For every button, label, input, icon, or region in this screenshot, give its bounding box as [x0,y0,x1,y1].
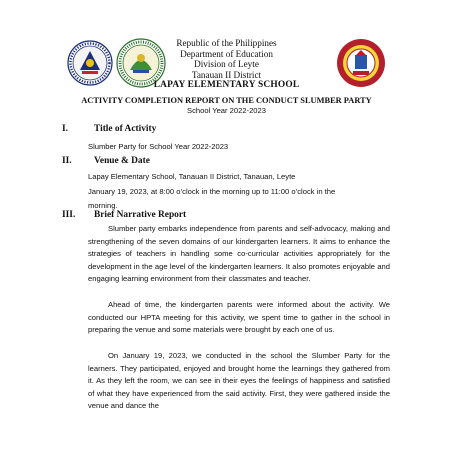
section-number: III. [62,210,76,220]
report-subtitle: School Year 2022-2023 [187,106,266,115]
narrative-paragraph: Slumber party embarks independence from parents and self-advocacy, making and strengthening of the seven domains of our kindergarten learners. It aims to enhance the strategies of teachers in handling some co-curricular activities appropriately for the development in the age level of the kindergarten learners. It also promotes enjoyable and engaging learning environment from their classmates and teacher. [88,224,390,284]
header-division: Division of Leyte [194,59,259,69]
section-label: Title of Activity [94,124,157,134]
header-department: Department of Education [180,48,273,59]
date-text-line1: January 19, 2023, at 8:00 o’clock in the morning up to 11:00 o’clock in the [88,187,336,196]
section-number: II. [62,156,72,166]
letterhead [0,38,453,91]
date-text-line2: morning. [88,201,118,210]
report-title: ACTIVITY COMPLETION REPORT ON THE CONDUCT SLUMBER PARTY [81,96,372,105]
header-district: Tanauan II District [191,69,262,80]
narrative-paragraph: On January 19, 2023, we conducted in the school the Slumber Party for the learners. They participated, enjoyed and brought home the learnings they gathered from it. As they left the room, we can see in their eyes the feelings of happiness and satisfied of what they have experienced from the said activity. First, they were gathered inside the venue and dance the [88,351,390,411]
section-number: I. [62,124,68,134]
venue-text: Lapay Elementary School, Tanauan II District, Tanauan, Leyte [88,172,296,181]
header-republic: Republic of the Philippines [176,38,277,48]
title-of-activity-text: Slumber Party for School Year 2022-2023 [88,142,229,151]
narrative-paragraph: Ahead of time, the kindergarten parents were informed about the activity. We conducted our HPTA meeting for this activity, we spent time to gather in the school in preparing the venue and some materials were brought by each one of us. [88,300,390,335]
section-label: Brief Narrative Report [94,210,187,220]
section-label: Venue & Date [94,156,150,166]
header-school: LAPAY ELEMENTARY SCHOOL [153,80,300,90]
